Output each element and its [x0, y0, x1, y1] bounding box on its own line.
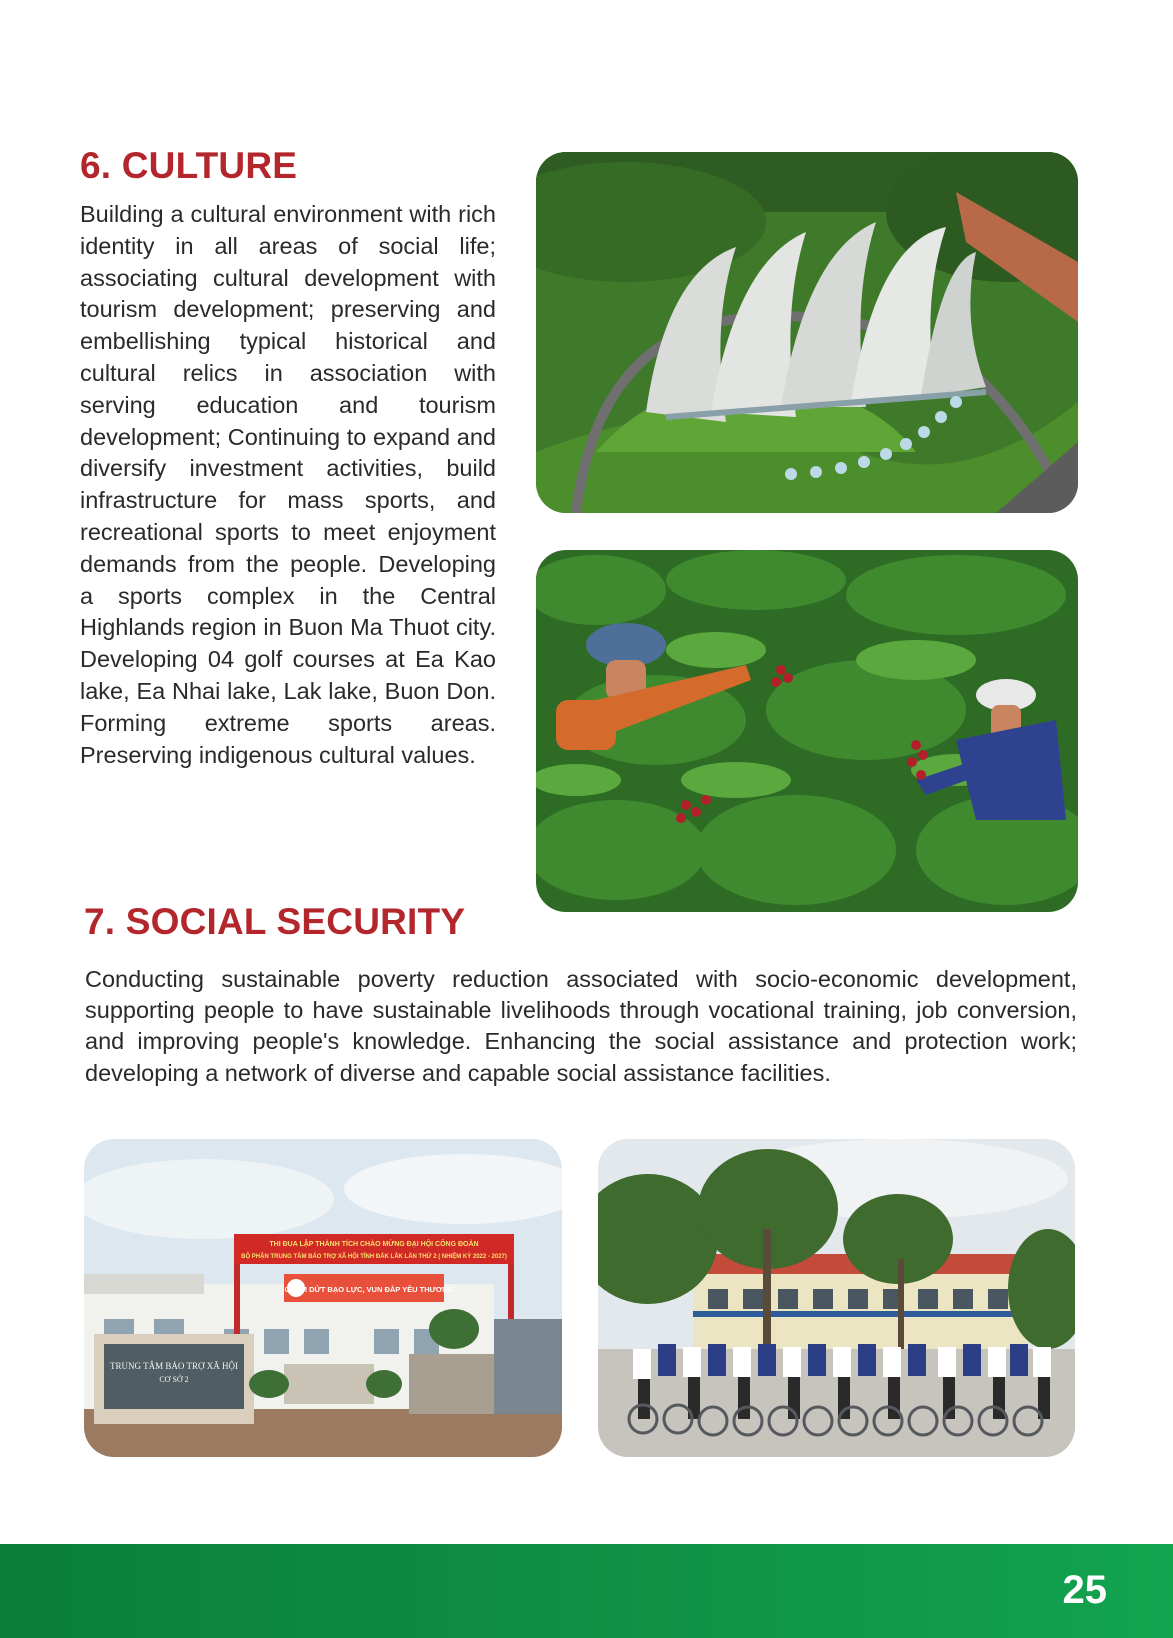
social-security-heading: 7. SOCIAL SECURITY — [84, 901, 466, 942]
center-banner-line2: BỘ PHẬN TRUNG TÂM BẢO TRỢ XÃ HỘI TỈNH ĐẮK LẮK LẦN THỨ 2 ( NHIỆM KỲ 2022 - 2027) — [241, 1254, 507, 1260]
footer-bar — [0, 1544, 1173, 1638]
page-number: 25 — [1062, 1568, 1107, 1612]
social-security-paragraph: Conducting sustainable poverty reduction associated with socio-economic development, supporting people to have sustainable livelihoods through vocational training, job conversion, and improving people's knowledge. Enhancing the social assistance and protection work; developing a network of diverse and capable social assistance facilities. — [85, 966, 1077, 1086]
culture-heading: 6. CULTURE — [80, 145, 298, 186]
center-banner-line1: THI ĐUA LẬP THÀNH TÍCH CHÀO MỪNG ĐẠI HỘI CÔNG ĐOÀN — [269, 1241, 479, 1248]
coffee-harvest-photo — [536, 550, 1078, 912]
center-slogan: CHẤM DỨT BẠO LỰC, VUN ĐẮP YÊU THƯƠNG — [284, 1285, 454, 1294]
school-bicycle-donation-photo — [598, 1139, 1075, 1457]
center-sign-title: TRUNG TÂM BẢO TRỢ XÃ HỘI — [110, 1361, 238, 1371]
social-protection-center-photo — [84, 1139, 562, 1457]
center-sign-sub: CƠ SỞ 2 — [159, 1375, 189, 1384]
culture-paragraph: Building a cultural environment with rich identity in all areas of social life; associating cultural development with tourism development; preserving and embellishing typical historical and cultural relics in association with serving education and tourism development; Continuing to expand and diversify investment activities, build infrastructure for mass sports, and recreational sports to meet enjoyment demands from the people. Developing a sports complex in the Central Highlands region in Buon Ma Thuot city. Developing 04 golf courses at Ea Kao lake, Ea Nhai lake, Lak lake, Buon Don. Forming extreme sports areas. Preserving indigenous cultural values. — [80, 201, 496, 768]
aerial-building-photo — [536, 152, 1078, 513]
